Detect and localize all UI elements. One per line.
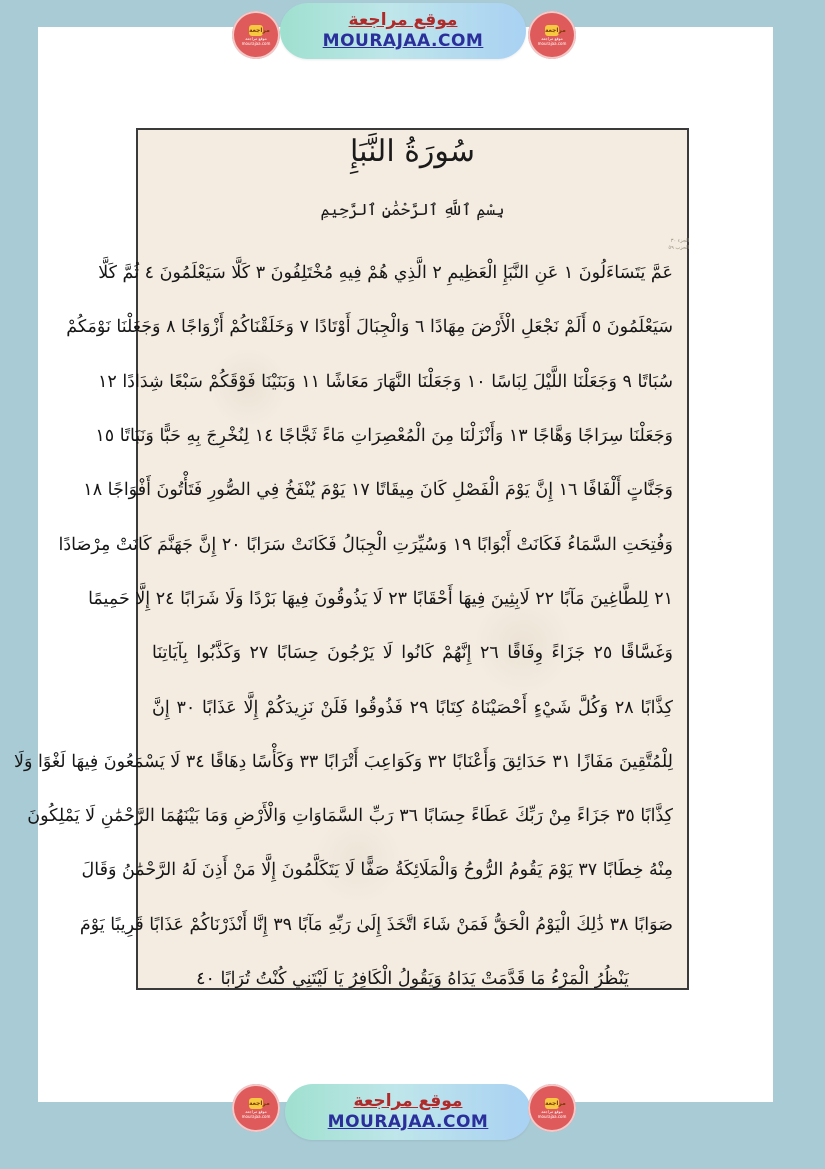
logo-caption-ar: موقع مراجعة <box>541 35 563 41</box>
juz-hizb-marker: الجزء ٣٠ الحزب ٥٩ <box>668 238 689 251</box>
logo-badge: مراجعة <box>249 1099 270 1107</box>
site-logo-left-top[interactable] <box>232 11 280 59</box>
banner-latin-link[interactable]: MOURAJAA.COM <box>327 1112 489 1132</box>
verse-line-text: لِلْمُتَّقِينَ مَفَازًا ٣١ حَدَائِقَ وَأَعْنَابًا ٣٢ وَكَوَاعِبَ أَتْرَابًا ٣٣ وَكَأْسًا دِهَاقًا ٣٤ لَا يَسْمَعُونَ فِيهَا لَغْوًا وَلَا <box>13 751 673 772</box>
verse-line <box>27 789 673 843</box>
logo-caption-en: mourajaa.com <box>241 1113 271 1119</box>
basmala: بِسْمِ ٱللَّهِ ٱلرَّحْمَٰنِ ٱلرَّحِيمِ <box>320 200 505 219</box>
banner-arabic-link[interactable]: موقع مراجعة <box>353 1091 463 1111</box>
verse-line <box>66 300 673 354</box>
verse-line-text: عَمَّ يَتَسَاءَلُونَ ١ عَنِ النَّبَإِ الْعَظِيمِ ٢ الَّذِي هُمْ فِيهِ مُخْتَلِفُونَ ٣ كَلَّا سَيَعْلَمُونَ ٤ ثُمَّ كَلَّا <box>98 263 673 284</box>
verse-line-text: سَيَعْلَمُونَ ٥ أَلَمْ نَجْعَلِ الْأَرْضَ مِهَادًا ٦ وَالْجِبَالَ أَوْتَادًا ٧ وَخَلَقْنَاكُمْ أَزْوَاجًا ٨ وَجَعَلْنَا نَوْمَكُمْ <box>66 317 673 338</box>
verse-lines <box>13 246 673 1006</box>
top-site-banner[interactable] <box>280 3 526 59</box>
logo-caption-ar: موقع مراجعة <box>541 1108 563 1114</box>
verse-line <box>83 463 673 517</box>
bottom-site-banner[interactable] <box>285 1084 531 1140</box>
verse-line-text: كِذَّابًا ٣٥ جَزَاءً مِنْ رَبِّكَ عَطَاءً حِسَابًا ٣٦ رَبِّ السَّمَاوَاتِ وَالْأَرْضِ وَمَا بَيْنَهُمَا الرَّحْمَٰنِ لَا يَمْلِكُونَ <box>27 806 673 827</box>
verse-line-text: سُبَاتًا ٩ وَجَعَلْنَا اللَّيْلَ لِبَاسًا ١٠ وَجَعَلْنَا النَّهَارَ مَعَاشًا ١١ وَبَنَيْنَا فَوْقَكُمْ سَبْعًا شِدَادًا ١٢ <box>97 371 673 392</box>
verse-line <box>79 898 673 952</box>
logo-caption-en: mourajaa.com <box>537 40 567 46</box>
logo-caption-ar: موقع مراجعة <box>245 35 267 41</box>
verse-line <box>97 355 673 409</box>
site-logo-left-bottom[interactable] <box>232 1084 280 1132</box>
site-logo-right-top[interactable] <box>528 11 576 59</box>
verse-line <box>58 517 673 571</box>
logo-badge: مراجعة <box>249 26 270 34</box>
verse-line-text: وَفُتِحَتِ السَّمَاءُ فَكَانَتْ أَبْوَابًا ١٩ وَسُيِّرَتِ الْجِبَالُ فَكَانَتْ سَرَابًا ٢٠ إِنَّ جَهَنَّمَ كَانَتْ مِرْصَادًا <box>58 534 673 555</box>
logo-badge: مراجعة <box>545 1099 566 1107</box>
verse-line <box>13 735 673 789</box>
verse-line-text: صَوَابًا ٣٨ ذَٰلِكَ الْيَوْمُ الْحَقُّ فَمَنْ شَاءَ اتَّخَذَ إِلَىٰ رَبِّهِ مَآبًا ٣٩ إِنَّا أَنْذَرْنَاكُمْ عَذَابًا قَرِيبًا يَوْمَ <box>79 914 673 935</box>
logo-caption-en: mourajaa.com <box>537 1113 567 1119</box>
verse-line <box>98 246 673 300</box>
banner-arabic-link[interactable]: موقع مراجعة <box>348 10 458 30</box>
verse-line <box>152 626 673 680</box>
verse-line-text: ٢١ لِلطَّاغِينَ مَآبًا ٢٢ لَابِثِينَ فِيهَا أَحْقَابًا ٢٣ لَا يَذُوقُونَ فِيهَا بَرْدًا وَلَا شَرَابًا ٢٤ إِلَّا حَمِيمًا <box>88 588 673 609</box>
logo-caption-ar: موقع مراجعة <box>245 1108 267 1114</box>
surah-title: سُورَةُ النَّبَإِ <box>349 134 476 169</box>
verse-line-text: وَجَنَّاتٍ أَلْفَافًا ١٦ إِنَّ يَوْمَ الْفَصْلِ كَانَ مِيقَاتًا ١٧ يَوْمَ يُنْفَخُ فِي الصُّورِ فَتَأْتُونَ أَفْوَاجًا ١٨ <box>83 480 673 501</box>
verse-line-text: وَغَسَّاقًا ٢٥ جَزَاءً وِفَاقًا ٢٦ إِنَّهُمْ كَانُوا لَا يَرْجُونَ حِسَابًا ٢٧ وَكَذَّبُوا بِآيَاتِنَا <box>152 643 673 664</box>
quran-page-image <box>13 128 689 990</box>
verse-line <box>88 572 673 626</box>
verse-line <box>81 843 673 897</box>
site-logo-right-bottom[interactable] <box>528 1084 576 1132</box>
banner-latin-link[interactable]: MOURAJAA.COM <box>322 31 484 51</box>
verse-line <box>152 680 673 734</box>
logo-caption-en: mourajaa.com <box>241 40 271 46</box>
verse-line-text: مِنْهُ خِطَابًا ٣٧ يَوْمَ يَقُومُ الرُّوحُ وَالْمَلَائِكَةُ صَفًّا لَا يَتَكَلَّمُونَ إِلَّا مَنْ أَذِنَ لَهُ الرَّحْمَٰنُ وَقَالَ <box>81 860 673 881</box>
verse-line-text: وَجَعَلْنَا سِرَاجًا وَهَّاجًا ١٣ وَأَنْزَلْنَا مِنَ الْمُعْصِرَاتِ مَاءً ثَجَّاجًا ١٤ لِنُخْرِجَ بِهِ حَبًّا وَنَبَاتًا ١٥ <box>95 426 673 447</box>
verse-line <box>152 952 673 1006</box>
logo-badge: مراجعة <box>545 26 566 34</box>
verse-line-text: يَنْظُرُ الْمَرْءُ مَا قَدَّمَتْ يَدَاهُ وَيَقُولُ الْكَافِرُ يَا لَيْتَنِي كُنْتُ تُرَابًا ٤٠ <box>196 969 629 989</box>
verse-line <box>95 409 673 463</box>
verse-line-text: كِذَّابًا ٢٨ وَكُلَّ شَيْءٍ أَحْصَيْنَاهُ كِتَابًا ٢٩ فَذُوقُوا فَلَنْ نَزِيدَكُمْ إِلَّا عَذَابًا ٣٠ إِنَّ <box>152 697 673 718</box>
